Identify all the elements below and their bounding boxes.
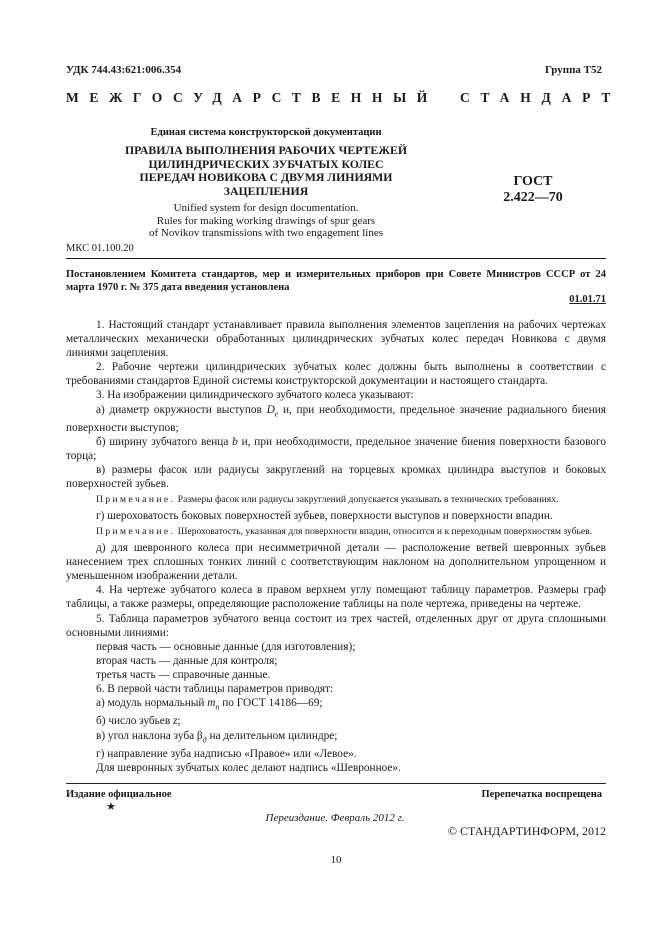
gost-designation [478,174,588,206]
symbol: b [232,436,238,448]
paragraph: Для шевронных зубчатых колес делают надпись «Шевронное». [96,761,401,774]
paragraph: д) для шевронного колеса при несимметричной детали — расположение ветвей шевронных зубьев нанесением трех сплошных тонких линий с соответствующим наклоном на дополнительном упрощенном и уменьшенном изображении детали. [66,542,606,583]
paragraph: г) шероховатость боковых поверхностей зубьев, поверхности выступов и поверхности впадин. [96,510,553,523]
publisher-copyright: © СТАНДАРТИНФОРМ, 2012 [447,824,606,838]
text-span: и, при необходимости, предельное значение радиального биения поверхности выступов; [66,403,606,434]
symbol-subscript: e [274,408,279,418]
text-span: а) диаметр окружности выступов [96,403,267,416]
paragraph [66,403,606,435]
paragraph: 1. Настоящий стандарт устанавливает правила выполнения элементов зацепления на рабочих чертежах металлических механически обработанных цилиндрических зубчатых колес передач Новикова с двумя линиями зацепления. [66,319,606,360]
document-body [66,318,606,775]
text-span: ; [177,715,181,728]
standard-word-standard: СТАНДАРТ [460,90,622,105]
english-title-line: Unified system for design documentation. [173,202,359,214]
paragraph: первая часть — основные данные (для изготовления); [96,640,356,653]
page-number: 10 [330,854,342,866]
paragraph [66,696,606,714]
reissue-note: Переиздание. Февраль 2012 г. [265,812,405,824]
symbol: D [266,403,275,416]
esk-subtitle: Единая система конструкторской документации [150,127,382,138]
text-span: а) модуль нормальный [96,697,208,710]
decree-text: Постановлением Комитета стандартов, мер и измерительных приборов при Совете Министров СССР от 24 марта 1970 г. № 375 дата введения установлена [66,269,606,293]
text-span: на делительном цилиндре; [206,729,338,742]
footer-divider [66,783,606,784]
standard-word-interstate: МЕЖГОСУДАРСТВЕННЫЙ [66,90,438,105]
english-title-line: of Novikov transmissions with two engagement lines [148,227,384,240]
symbol: m [207,697,216,710]
paragraph: вторая часть — данные для контроля; [96,654,278,667]
note-label: Примечание. [96,494,176,506]
gost-number: 2.422—70 [503,190,563,205]
mks-code: МКС 01.100.20 [66,243,134,254]
star-icon: ★ [106,801,116,813]
title-line: ПРАВИЛА ВЫПОЛНЕНИЯ РАБОЧИХ ЧЕРТЕЖЕЙ [124,143,407,157]
symbol-subscript: д [202,734,207,744]
paragraph: 4. На чертеже зубчатого колеса в правом верхнем углу помещают таблицу параметров. Размеры граф таблицы, а также размеры, определяющие расположение таблицы на поле чертежа, приведены на чертеже. [66,584,606,611]
text-span: и, при необходимости, предельное значение биения поверхности базового торца; [66,436,606,463]
symbol-subscript: n [215,702,220,712]
paragraph [66,714,606,728]
paragraph: 2. Рабочие чертежи цилиндрических зубчатых колес должны быть выполнены в соответствии с требованиями стандартов Единой системы конструкторской документации и настоящего стандарта. [66,361,606,388]
official-edition: Издание официальное [66,789,172,800]
paragraph: 6. В первой части таблицы параметров приводят: [96,683,334,695]
text-span: б) число зубьев [96,715,173,728]
title-line: ЦИЛИНДРИЧЕСКИХ ЗУБЧАТЫХ КОЛЕС [148,156,384,171]
title-line: ЗАЦЕПЛЕНИЯ [223,183,309,198]
english-title-line: Rules for making working drawings of spur gears [156,214,376,227]
note-text: Шероховатость, указанная для поверхности впадин, относится и к переходным поверхностям зубьев. [175,526,593,538]
note [66,526,606,538]
header-row [66,64,602,78]
english-title [66,202,466,240]
symbol: z [172,715,178,728]
text-span: в) угол наклона зуба β [96,729,203,742]
paragraph: 3. На изображении цилиндрического зубчатого колеса указывают: [96,389,414,402]
paragraph: в) размеры фасок или радиусы закруглений на торцевых кромках цилиндра выступов и боковых поверхностей зубьев. [66,464,606,491]
note [66,494,606,506]
udk-code: УДК 744.43:621:006.354 [66,64,182,76]
paragraph: г) направление зуба надписью «Правое» или «Левое». [96,747,357,760]
paragraph [66,729,606,747]
group-code: Группа Т52 [544,64,602,76]
note-text: Размеры фасок или радиусы закруглений допускается указывать в технических требованиях. [175,494,559,506]
document-title [66,144,466,198]
gost-label: ГОСТ [513,174,553,189]
introduction-date: 01.01.71 [569,294,606,305]
paragraph: третья часть — справочные данные. [96,668,271,681]
title-line: ПЕРЕДАЧ НОВИКОВА С ДВУМЯ ЛИНИЯМИ [139,170,393,184]
paragraph: 5. Таблица параметров зубчатого венца состоит из трех частей, отделенных друг от друга сплошными основными линиями: [66,612,606,639]
text-span: по ГОСТ 14186—69; [219,697,323,710]
reprint-notice: Перепечатка воспрещена [481,789,602,800]
note-label: Примечание. [96,526,176,538]
divider-line [66,258,606,259]
text-span: б) ширину зубчатого венца [96,436,233,448]
paragraph [66,435,606,463]
